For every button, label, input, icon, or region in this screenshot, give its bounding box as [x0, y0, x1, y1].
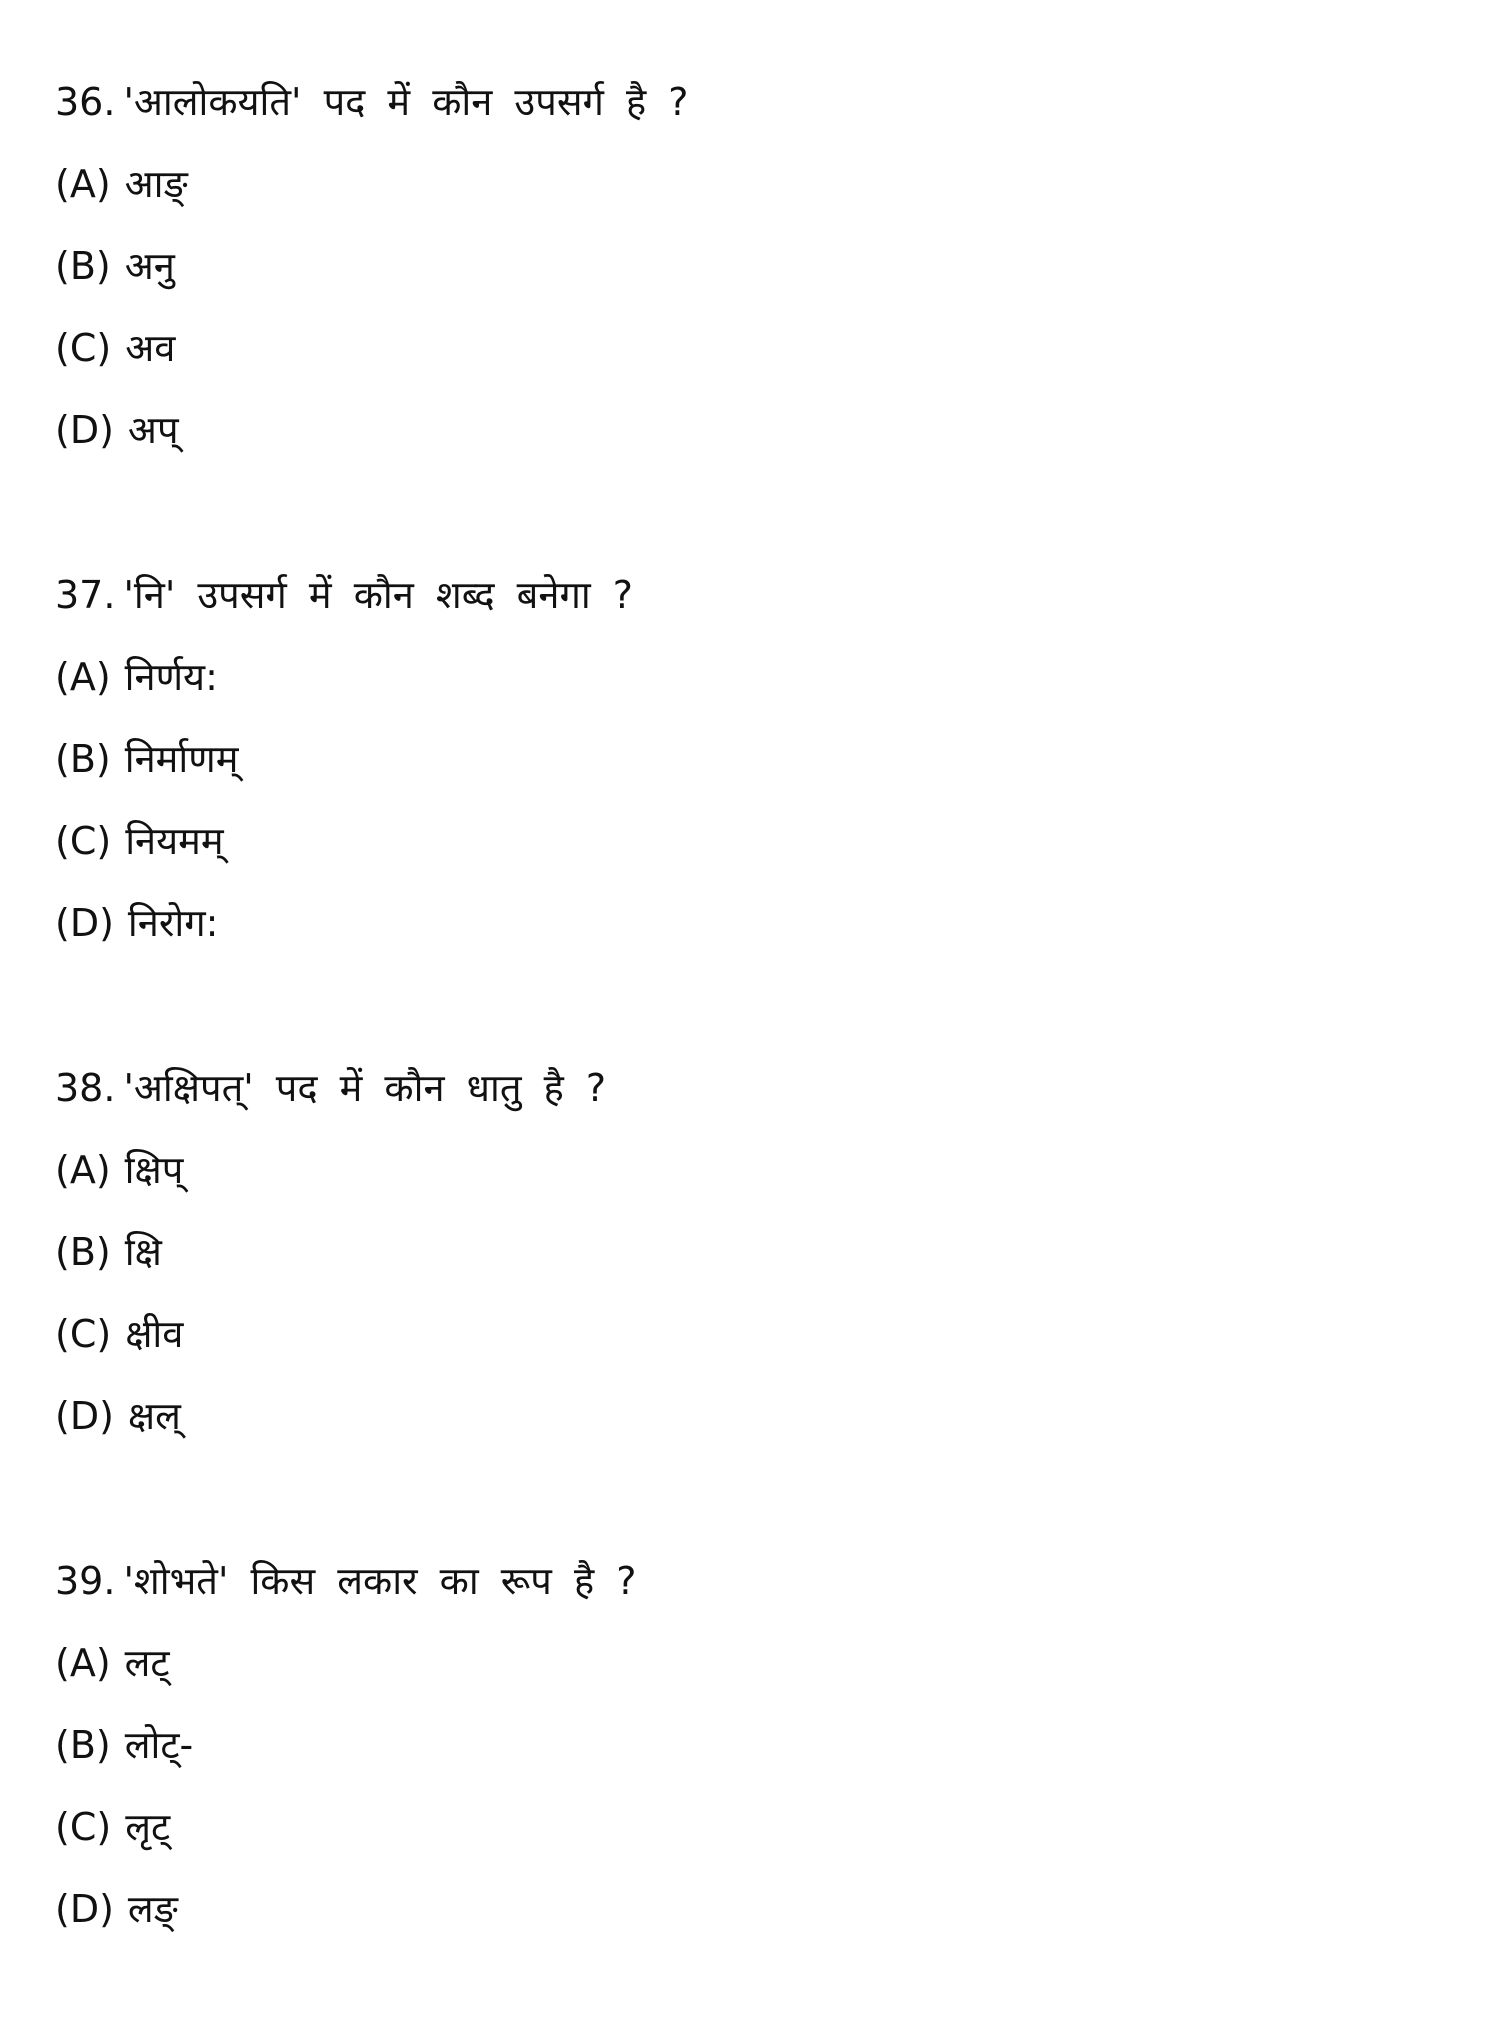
option-text: क्षीव	[125, 1312, 184, 1356]
option-c	[55, 318, 175, 378]
option-label: (A)	[55, 1148, 111, 1192]
question-number: 36.	[55, 80, 116, 124]
option-text: लृट्	[125, 1805, 171, 1849]
option-text: क्षिप्	[124, 1148, 184, 1192]
option-c	[55, 1304, 183, 1364]
option-a	[55, 1140, 183, 1200]
option-text: अप्	[127, 408, 179, 452]
option-a	[55, 647, 218, 707]
option-b	[55, 729, 238, 789]
option-text: निर्णय:	[124, 655, 218, 699]
question-number: 39.	[55, 1559, 116, 1603]
question-stem: 'अक्षिपत्' पद में कौन धातु है ?	[123, 1066, 606, 1110]
option-d	[55, 400, 179, 460]
option-b	[55, 1222, 162, 1282]
option-text: लोट्-	[124, 1723, 194, 1767]
option-text: निर्माणम्	[124, 737, 239, 781]
option-label: (B)	[55, 244, 111, 288]
question-number: 38.	[55, 1066, 116, 1110]
question-number: 37.	[55, 573, 116, 617]
option-d	[55, 1386, 181, 1446]
option-d	[55, 1879, 178, 1939]
option-label: (D)	[55, 1394, 114, 1438]
option-label: (A)	[55, 162, 111, 206]
option-label: (D)	[55, 1887, 114, 1931]
option-text: क्षि	[124, 1230, 162, 1274]
option-label: (C)	[55, 1805, 112, 1849]
option-text: लट्	[124, 1641, 170, 1685]
option-text: आङ्	[124, 162, 188, 206]
option-b	[55, 1715, 193, 1775]
option-c	[55, 1797, 170, 1857]
option-label: (C)	[55, 819, 112, 863]
option-label: (B)	[55, 1723, 111, 1767]
option-label: (C)	[55, 326, 112, 370]
option-b	[55, 236, 175, 296]
question-text	[55, 565, 633, 625]
question-text	[55, 72, 688, 132]
option-c	[55, 811, 224, 871]
option-d	[55, 893, 218, 953]
option-label: (A)	[55, 655, 111, 699]
option-a	[55, 154, 188, 214]
option-label: (B)	[55, 737, 111, 781]
option-text: निरोग:	[127, 901, 219, 945]
option-label: (A)	[55, 1641, 111, 1685]
option-a	[55, 1633, 170, 1693]
option-label: (D)	[55, 408, 114, 452]
question-stem: 'आलोकयति' पद में कौन उपसर्ग है ?	[123, 80, 689, 124]
question-stem: 'शोभते' किस लकार का रूप है ?	[123, 1559, 637, 1603]
question-text	[55, 1058, 606, 1118]
option-text: नियमम्	[125, 819, 224, 863]
question-stem: 'नि' उपसर्ग में कौन शब्द बनेगा ?	[123, 573, 633, 617]
option-text: क्षल्	[127, 1394, 181, 1438]
question-text	[55, 1551, 636, 1611]
option-label: (B)	[55, 1230, 111, 1274]
option-text: लङ्	[127, 1887, 178, 1931]
option-text: अव	[125, 326, 176, 370]
option-text: अनु	[124, 244, 175, 288]
option-label: (D)	[55, 901, 114, 945]
option-label: (C)	[55, 1312, 112, 1356]
